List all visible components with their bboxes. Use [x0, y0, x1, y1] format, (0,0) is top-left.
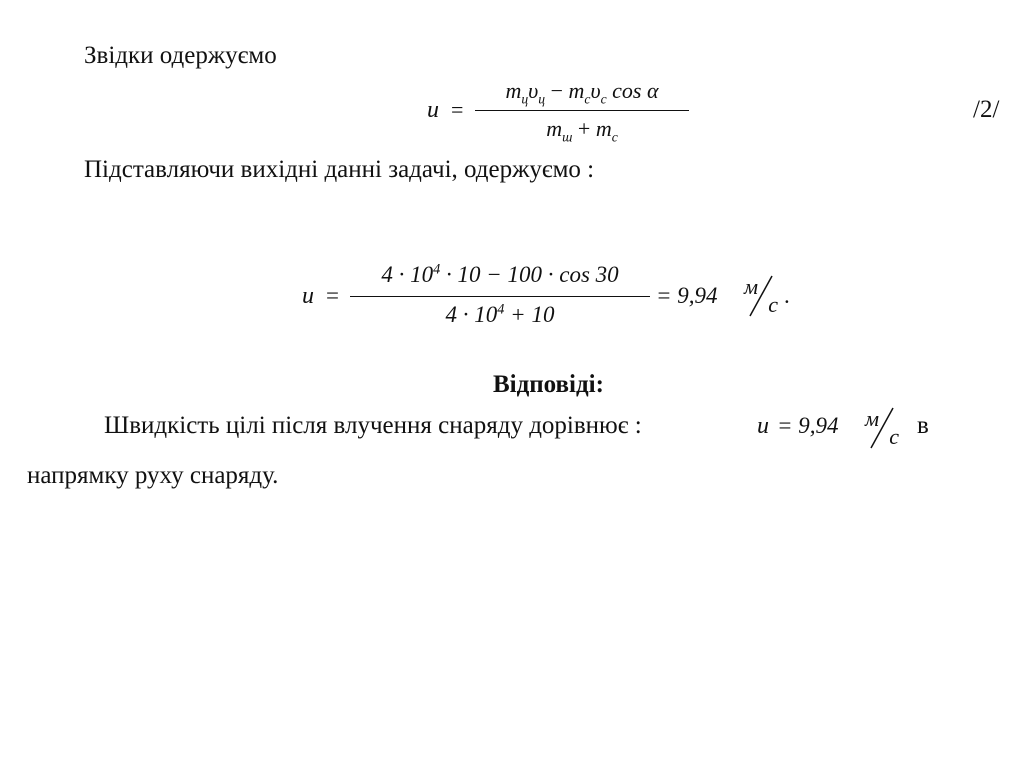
num-mass-shell: m — [568, 78, 585, 103]
num-mass-target: m — [505, 78, 522, 103]
formula2-denominator — [350, 302, 650, 328]
formula2-num-mass: 4 · 10 — [381, 262, 434, 287]
answer-line-1-tail: в — [917, 412, 929, 439]
num-mass-target-sub: ц — [521, 91, 529, 107]
formula2-num-exponent: 4 — [433, 261, 441, 278]
formula2-den-mass: 4 · 10 — [445, 302, 498, 327]
formula3-unit-meters: м — [865, 406, 880, 431]
formula1-fraction-line — [475, 110, 689, 111]
formula3-unit-seconds: с — [889, 424, 899, 449]
num-cos-alpha: cos α — [612, 78, 659, 103]
formula2-lhs: u — [302, 283, 314, 309]
num-velocity-shell-sub: c — [600, 91, 607, 107]
num-mass-shell-sub: c — [584, 91, 591, 107]
formula2-result: = 9,94 — [656, 283, 718, 308]
formula1-equals: = — [451, 97, 464, 122]
formula2-unit-meters: м — [744, 274, 759, 299]
formula2-equals: = — [326, 283, 339, 308]
num-minus: − — [550, 78, 564, 103]
formula2-num-rest: · 10 − 100 · cos 30 — [440, 262, 619, 287]
paragraph-substitution: Підставляючи вихідні данні задачі, одержуємо : — [84, 156, 595, 183]
answer-heading: Відповіді: — [493, 371, 604, 398]
num-velocity-target-sub: ц — [538, 91, 546, 107]
formula-velocity-numeric — [300, 262, 820, 338]
formula1-lhs: u — [427, 97, 439, 123]
formula3-value: = 9,94 — [777, 413, 839, 438]
formula2-unit-mps — [744, 274, 778, 318]
formula1-numerator — [475, 78, 689, 107]
den-mass-shell-sub: c — [611, 129, 618, 145]
formula3-unit-mps — [865, 406, 899, 450]
paragraph-intro: Звідки одержуємо — [84, 42, 277, 69]
den-mass-shell: m — [595, 116, 612, 141]
den-plus: + — [577, 116, 591, 141]
formula2-unit-seconds: с — [768, 292, 778, 317]
formula1-denominator — [475, 116, 689, 145]
formula1-number: /2/ — [973, 96, 1000, 123]
formula2-numerator — [350, 262, 650, 288]
formula2-den-exponent: 4 — [497, 301, 505, 318]
den-mass-target: m — [546, 116, 563, 141]
num-velocity-target: υ — [528, 78, 539, 103]
formula2-den-rest: + 10 — [504, 302, 555, 327]
answer-line-1: Швидкість цілі після влучення снаряду дорівнює : — [104, 412, 642, 439]
formula2-fraction-line — [350, 296, 650, 297]
answer-line-2: напрямку руху снаряду. — [27, 462, 279, 489]
formula3-lhs: u — [757, 413, 769, 439]
formula2-period: . — [784, 283, 790, 308]
num-velocity-shell: υ — [590, 78, 601, 103]
formula-velocity-general — [425, 78, 695, 150]
formula-answer — [757, 404, 917, 452]
den-mass-target-sub: ш — [562, 129, 573, 145]
